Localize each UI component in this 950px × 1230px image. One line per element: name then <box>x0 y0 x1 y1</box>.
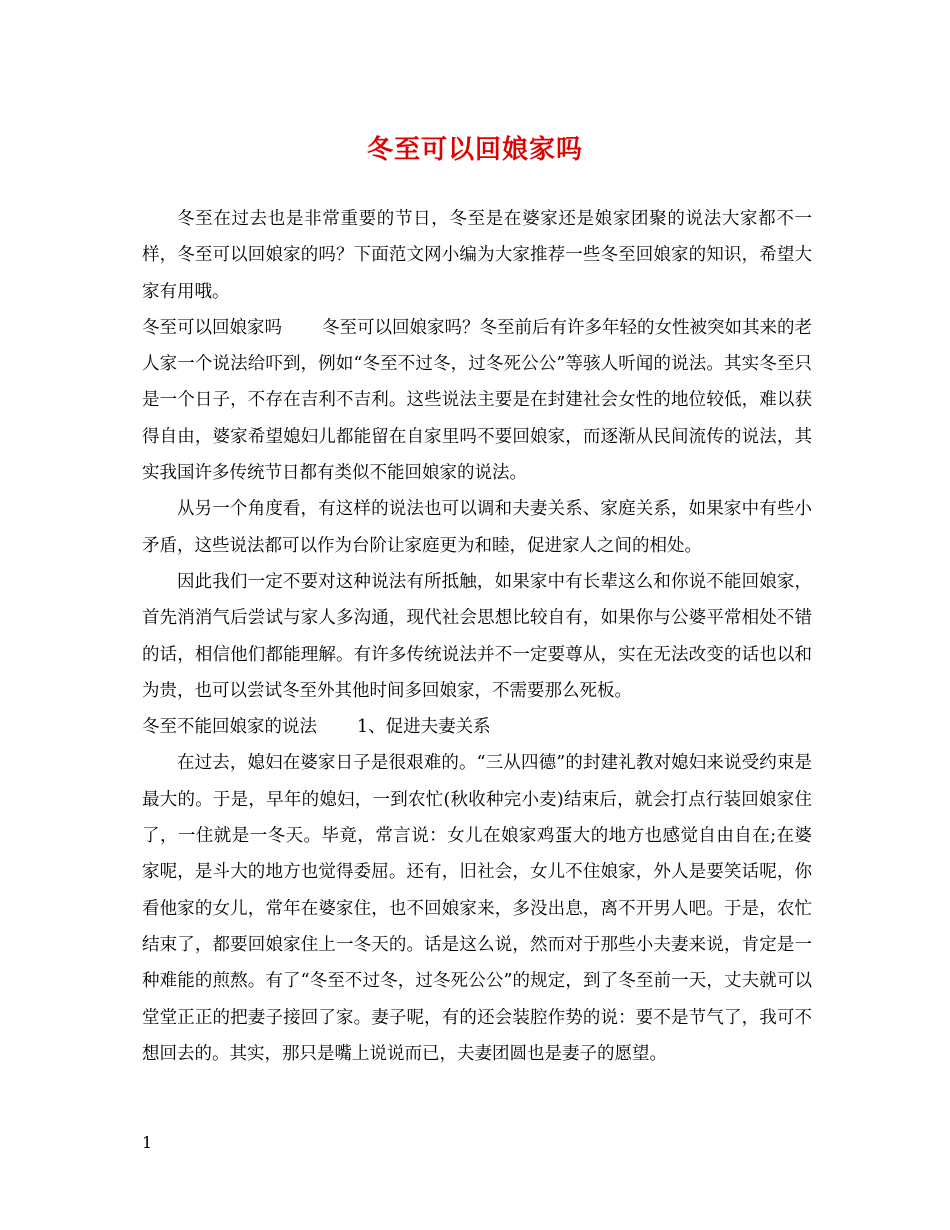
intro-paragraph: 冬至在过去也是非常重要的节日，冬至是在婆家还是娘家团聚的说法大家都不一样，冬至可以回娘家的吗？下面范文网小编为大家推荐一些冬至回娘家的知识，希望大家有用哦。 <box>142 209 812 302</box>
subsection-heading: 1、促进夫妻关系 <box>357 717 491 738</box>
document-title: 冬至可以回娘家吗 <box>366 135 583 165</box>
section-paragraph <box>142 709 812 745</box>
section-text: 冬至可以回娘家吗？冬至前后有许多年轻的女性被突如其来的老人家一个说法给吓到，例如“冬至不过冬，过冬死公公”等骇人听闻的说法。其实冬至只是一个日子，不存在吉利不吉利。这些说法主要是在封建社会女性的地位较低，难以获得自由，婆家希望媳妇儿都能留在自家里吗不要回娘家，而逐渐从民间流传的说法，其实我国许多传统节日都有类似不能回娘家的说法。 <box>142 317 812 484</box>
section-heading: 冬至不能回娘家的说法 <box>142 717 317 738</box>
body-paragraph: 因此我们一定不要对这种说法有所抵触，如果家中有长辈这么和你说不能回娘家，首先消消气后尝试与家人多沟通，现代社会思想比较自有，如果你与公婆平常相处不错的话，相信他们都能理解。有许多传统说法并不一定要尊从，实在无法改变的话也以和为贵，也可以尝试冬至外其他时间多回娘家，不需要那么死板。 <box>142 571 812 701</box>
section-heading: 冬至可以回娘家吗 <box>142 317 282 338</box>
body-paragraph: 从另一个角度看，有这样的说法也可以调和夫妻关系、家庭关系，如果家中有些小矛盾，这些说法都可以作为台阶让家庭更为和睦，促进家人之间的相处。 <box>142 499 812 556</box>
document-body <box>142 201 812 1072</box>
page-number: 1 <box>142 1133 153 1152</box>
body-paragraph: 在过去，媳妇在婆家日子是很艰难的。“三从四德”的封建礼教对媳妇来说受约束是最大的。于是，早年的媳妇，一到农忙(秋收种完小麦)结束后，就会打点行装回娘家住了，一住就是一冬天。毕竟，常言说：女儿在娘家鸡蛋大的地方也感觉自由自在;在婆家呢，是斗大的地方也觉得委屈。还有，旧社会，女儿不住娘家，外人是要笑话呢，你看他家的女儿，常年在婆家住，也不回娘家来，多没出息，离不开男人吧。于是，农忙结束了，都要回娘家住上一冬天的。话是这么说，然而对于那些小夫妻来说，肯定是一种难能的煎熬。有了“冬至不过冬，过冬死公公”的规定，到了冬至前一天，丈夫就可以堂堂正正的把妻子接回了家。妻子呢，有的还会装腔作势的说：要不是节气了，我可不想回去的。其实，那只是嘴上说说而已，夫妻团圆也是妻子的愿望。 <box>142 753 812 1064</box>
section-paragraph <box>142 310 812 491</box>
